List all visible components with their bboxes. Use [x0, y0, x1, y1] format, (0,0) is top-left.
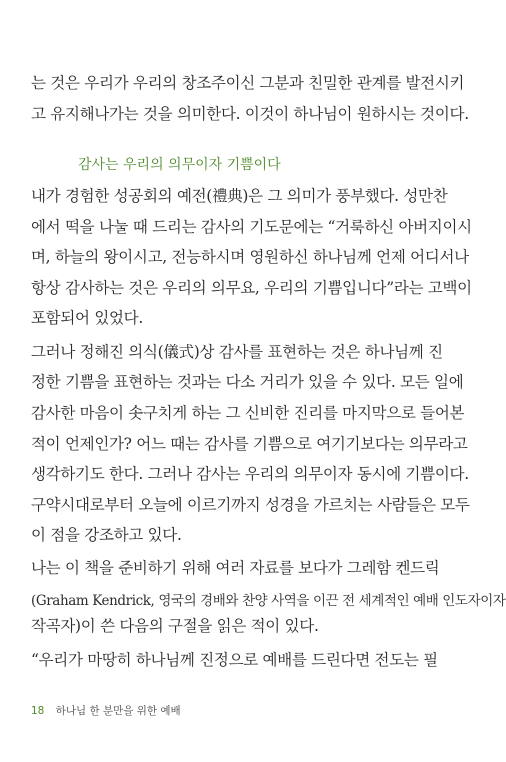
text-line: 작곡자)이 쓴 다음의 구절을 읽은 적이 있다. [31, 617, 319, 635]
text-line: 생각하기도 한다. 그러나 감사는 우리의 의무이자 동시에 기쁨이다. [31, 465, 469, 483]
text-line: (Graham Kendrick, 영국의 경배와 찬양 사역을 이끈 전 세계적인 예배 인도자이자 [31, 593, 506, 609]
text-line: “우리가 마땅히 하나님께 진정으로 예배를 드린다면 전도는 필 [31, 651, 438, 669]
text-line: 그러나 정해진 의식(儀式)상 감사를 표현하는 것은 하나님께 진 [31, 343, 443, 361]
text-line: 고 유지해나가는 것을 의미한다. 이것이 하나님이 원하시는 것이다. [31, 105, 469, 123]
text-line: 구약시대로부터 오늘에 이르기까지 성경을 가르치는 사람들은 모두 [31, 496, 470, 514]
text-line: 포함되어 있었다. [31, 309, 143, 327]
text-line: 항상 감사하는 것은 우리의 의무요, 우리의 기쁨입니다”라는 고백이 [31, 279, 472, 297]
text-line: 며, 하늘의 왕이시고, 전능하시며 영원하신 하나님께 언제 어디서나 [31, 248, 469, 266]
text-line: 나는 이 책을 준비하기 위해 여러 자료를 보다가 그레함 켄드릭 [31, 559, 440, 577]
running-title: 하나님 한 분만을 위한 예배 [55, 705, 181, 717]
page-footer [31, 703, 181, 718]
text-line: 내가 경험한 성공회의 예전(禮典)은 그 의미가 풍부했다. 성만찬 [31, 187, 448, 205]
text-line: 정한 기쁨을 표현하는 것과는 다소 거리가 있을 수 있다. 모든 일에 [31, 373, 464, 391]
text-line: 감사한 마음이 솟구치게 하는 그 신비한 진리를 마지막으로 들어본 [31, 404, 465, 422]
text-line: 적이 언제인가? 어느 때는 감사를 기쁨으로 여기기보다는 의무라고 [31, 435, 468, 453]
text-line: 는 것은 우리가 우리의 창조주이신 그분과 친밀한 관계를 발전시키 [31, 74, 465, 92]
text-line: 이 점을 강조하고 있다. [31, 526, 182, 544]
section-heading: 감사는 우리의 의무이자 기쁨이다 [78, 157, 281, 173]
page-number: 18 [31, 705, 45, 717]
text-line: 에서 떡을 나눌 때 드리는 감사의 기도문에는 “거룩하신 아버지이시 [31, 218, 472, 236]
